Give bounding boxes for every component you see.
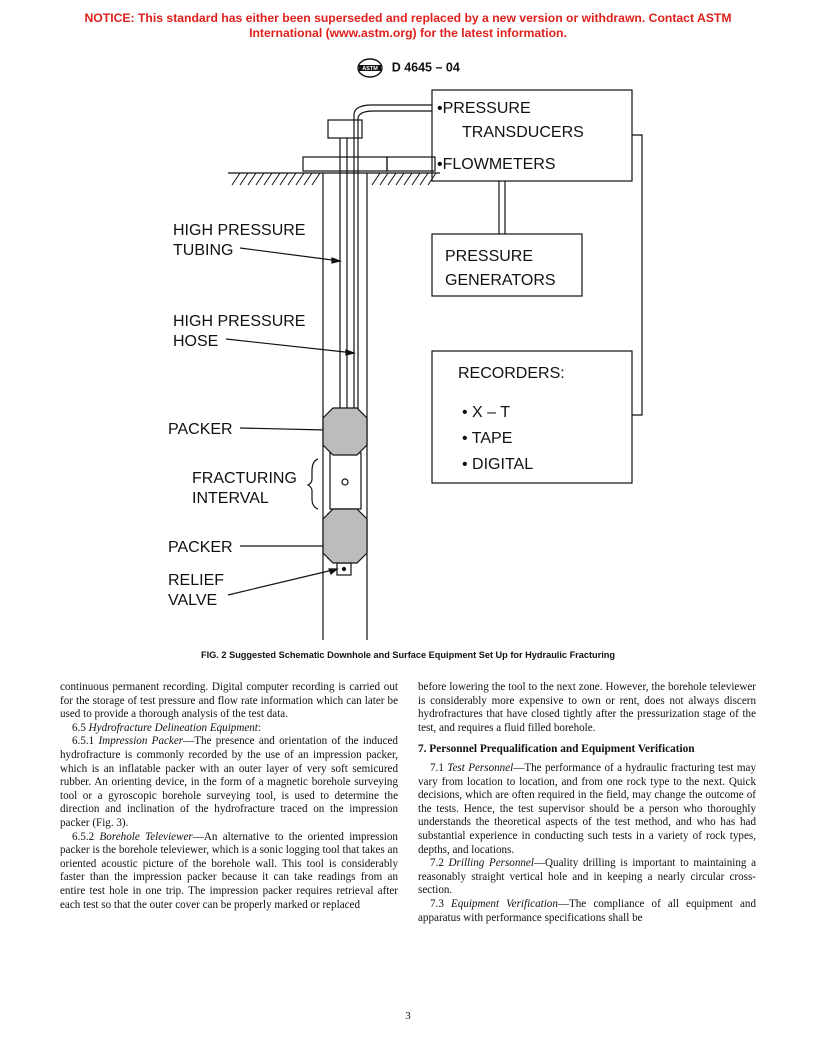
label-high-pressure-tubing-2: TUBING bbox=[173, 242, 234, 259]
label-lower-packer: PACKER bbox=[168, 539, 233, 556]
label-pressure-generators-1: PRESSURE bbox=[445, 248, 534, 265]
label-recorders: RECORDERS: bbox=[458, 365, 565, 382]
figure-2-schematic bbox=[140, 85, 660, 645]
right-text-column bbox=[418, 681, 756, 925]
section-number: 7.2 bbox=[430, 857, 449, 870]
section-number: 6.5 bbox=[72, 721, 89, 734]
section-6-5 bbox=[60, 722, 398, 736]
section-title: Borehole Televiewer bbox=[99, 830, 193, 843]
paragraph-continuation: before lowering the tool to the next zone. However, the borehole televiewer is considerably more expensive to own or rent, does not always discern hydrofractures that have closed tightly after the pressurization stage of the test, and requires a fluid filled borehole. bbox=[418, 681, 756, 734]
section-punct: : bbox=[257, 721, 261, 734]
label-high-pressure-hose-1: HIGH PRESSURE bbox=[173, 313, 306, 330]
astm-logo-icon bbox=[356, 58, 384, 78]
notice-line-2: International (www.astm.org) for the latest information. bbox=[249, 26, 567, 40]
svg-text:ASTM: ASTM bbox=[362, 66, 378, 73]
label-recorder-xt: • X – T bbox=[462, 404, 510, 421]
designation-text: D 4645 – 04 bbox=[391, 60, 460, 75]
section-7-1 bbox=[418, 762, 756, 857]
section-6-5-1 bbox=[60, 735, 398, 830]
label-high-pressure-hose-2: HOSE bbox=[173, 333, 219, 350]
section-body: —Quality drilling is important to maintaining a reasonably straight vertical hole and in keeping a nearly circular cross-section. bbox=[418, 857, 757, 897]
label-relief-valve-1: RELIEF bbox=[168, 572, 225, 589]
label-pressure: •PRESSURE bbox=[437, 100, 531, 117]
figure-caption: FIG. 2 Suggested Schematic Downhole and Surface Equipment Set Up for Hydraulic Fracturing bbox=[200, 650, 616, 660]
label-fracturing-interval-1: FRACTURING bbox=[192, 470, 297, 487]
paragraph-continuation: continuous permanent recording. Digital computer recording is carried out for the storage of test pressure and flow rate information which can later be used to provide a thorough analysis of the test data. bbox=[60, 681, 398, 721]
upper-packer bbox=[323, 408, 367, 455]
section-7-heading: 7. Personnel Prequalification and Equipment Verification bbox=[418, 743, 695, 756]
section-7-2 bbox=[418, 857, 756, 898]
label-high-pressure-tubing-1: HIGH PRESSURE bbox=[173, 222, 306, 239]
section-7-3 bbox=[418, 898, 756, 925]
section-title: Impression Packer bbox=[98, 735, 184, 748]
label-relief-valve-2: VALVE bbox=[168, 592, 218, 609]
section-body: —The compliance of all equipment and apparatus with performance specifications shall be bbox=[418, 897, 757, 924]
section-6-5-2 bbox=[60, 831, 398, 913]
section-body: —An alternative to the oriented impression packer is the borehole televiewer, which is a sonic logging tool that takes an oriented acoustic picture of the borehole wall. This tool is considerably faster than the impression packer because it can take readings from an entire test hole in one trip. The impression packer requires retrieval after each test so that the outer cover can be properly marked or replaced bbox=[60, 830, 398, 911]
label-fracturing-interval-2: INTERVAL bbox=[192, 490, 269, 507]
notice-line-1: NOTICE: This standard has either been superseded and replaced by a new version or withdrawn. Contact ASTM bbox=[84, 11, 732, 25]
label-transducers: TRANSDUCERS bbox=[462, 124, 584, 141]
section-title: Hydrofracture Delineation Equipment bbox=[88, 721, 258, 734]
page-number: 3 bbox=[405, 1010, 411, 1022]
standard-designation-header bbox=[0, 58, 816, 78]
section-number: 7.1 bbox=[430, 761, 448, 774]
label-upper-packer: PACKER bbox=[168, 421, 233, 438]
section-title: Drilling Personnel bbox=[448, 857, 534, 870]
schematic-diagram bbox=[140, 85, 660, 645]
section-body: —The presence and orientation of the induced hydrofracture is commonly recorded by the use of an impression packer, which is an inflatable packer with an outer layer of very soft semicured rubber. An orienting device, in the form of a magnetic borehole surveying tool or a gyroscopic borehole surveying tool, is used to determine the direction and inclination of the hydrofracture traced on the impression packer (Fig. 3). bbox=[60, 735, 398, 829]
label-recorder-digital: • DIGITAL bbox=[462, 456, 534, 473]
section-number: 6.5.1 bbox=[72, 735, 99, 748]
section-body: —The performance of a hydraulic fracturing test may vary from location to location, and from one rock type to the next. Quick decisions, which are often required in the field, may change the outcome of the tests. Hence, the test supervisor should be a person who thoroughly understands the theoretical aspects of the test method, and who has had substantial experience in conducting such tests in a variety of rock types, depths, and locations. bbox=[418, 761, 757, 856]
label-recorder-tape: • TAPE bbox=[462, 430, 513, 447]
section-title: Test Personnel bbox=[447, 761, 514, 774]
label-flowmeters: •FLOWMETERS bbox=[437, 156, 556, 173]
section-title: Equipment Verification bbox=[450, 897, 558, 910]
label-pressure-generators-2: GENERATORS bbox=[445, 272, 556, 289]
lower-packer bbox=[323, 509, 367, 563]
supersession-notice bbox=[40, 11, 776, 41]
left-text-column bbox=[60, 681, 398, 912]
section-number: 7.3 bbox=[430, 897, 451, 910]
ground-hatching bbox=[232, 173, 436, 185]
section-number: 6.5.2 bbox=[72, 830, 100, 843]
